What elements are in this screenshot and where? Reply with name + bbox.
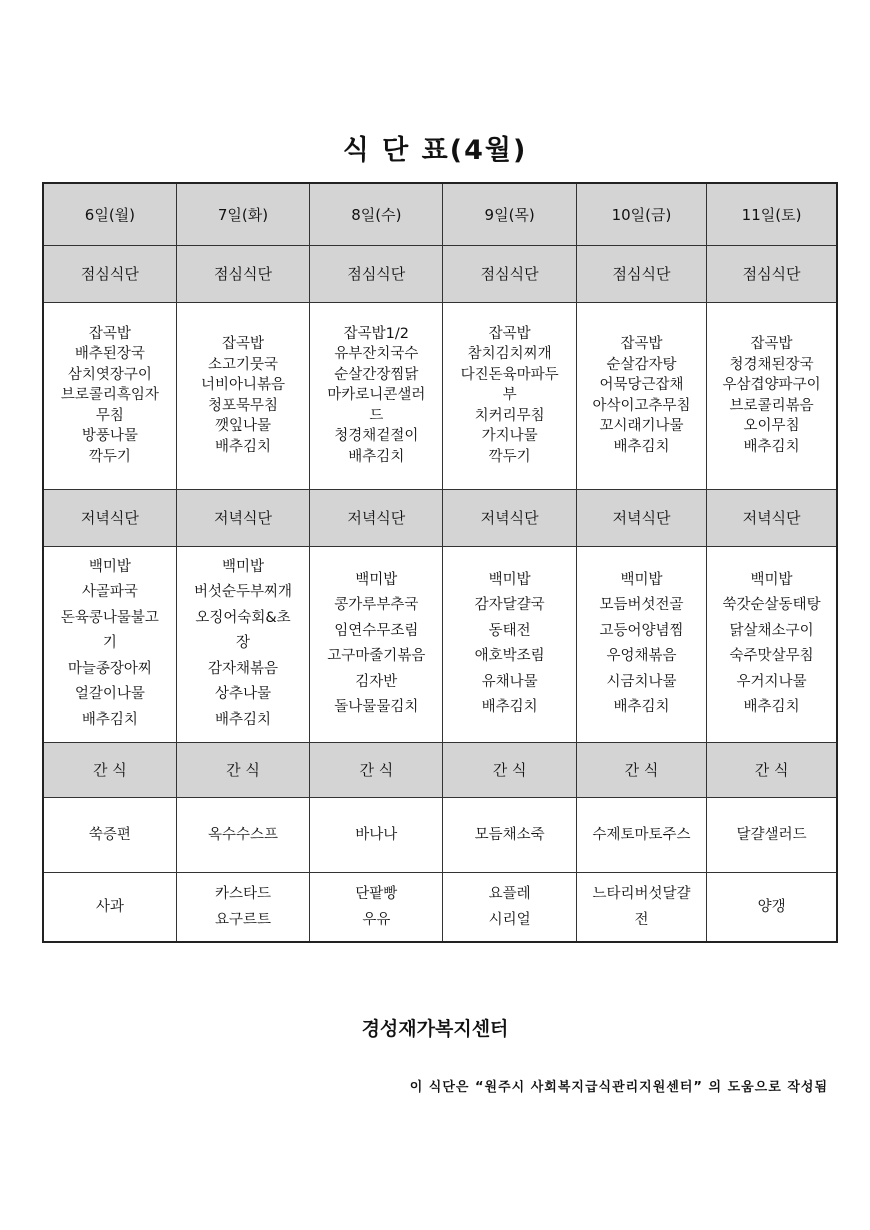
menu-item: 사골파국 <box>81 584 138 601</box>
snack-first-row <box>43 797 837 872</box>
date-row <box>43 183 837 245</box>
menu-item: 잡곡밥 <box>221 336 264 352</box>
menu-item: 브로콜리흑임자 <box>60 387 159 404</box>
menu-item: 배추김치 <box>214 438 271 455</box>
menu-item: 깍두기 <box>88 448 131 465</box>
menu-item: 감자달걀국 <box>474 597 545 613</box>
day-header: 9일(목) <box>443 183 576 245</box>
menu-item: 상추나물 <box>214 686 271 703</box>
lunch-menu-row <box>43 302 837 489</box>
menu-item: 배추김치 <box>743 438 800 455</box>
menu-item: 배추김치 <box>613 699 670 715</box>
menu-item: 모듬채소죽 <box>474 826 545 843</box>
lunch-label: 점심식단 <box>576 245 706 302</box>
snack-cell <box>576 797 706 872</box>
snack-label: 간 식 <box>707 742 837 797</box>
dinner-menu-cell <box>176 546 309 742</box>
menu-item: 백미밥 <box>620 571 663 588</box>
menu-item: 버섯순두부찌개 <box>193 584 293 601</box>
dinner-label: 저녁식단 <box>443 489 576 546</box>
day-header: 10일(금) <box>576 183 706 245</box>
snack-label: 간 식 <box>443 742 576 797</box>
menu-item: 달걀샐러드 <box>736 826 807 843</box>
lunch-label: 점심식단 <box>310 245 443 302</box>
credit-note: 이 식단은 “원주시 사회복지급식관리지원센터” 의 도움으로 작성됨 <box>409 1080 828 1095</box>
menu-item: 순살감자탕 <box>606 356 677 373</box>
snack-label: 간 식 <box>310 742 443 797</box>
menu-item: 부 <box>502 387 517 404</box>
lunch-menu-cell <box>707 302 837 489</box>
menu-item: 김자반 <box>355 673 398 690</box>
menu-item: 옥수수스프 <box>207 826 279 843</box>
menu-item: 얼갈이나물 <box>74 686 145 703</box>
menu-item: 애호박조림 <box>474 648 545 664</box>
snack-label: 간 식 <box>576 742 706 797</box>
snack-label: 간 식 <box>43 742 176 797</box>
snack-cell <box>443 872 576 942</box>
snack-label-row <box>43 742 837 797</box>
dinner-label: 저녁식단 <box>576 489 706 546</box>
dinner-label: 저녁식단 <box>43 489 176 546</box>
menu-item: 요플레 <box>488 885 531 902</box>
menu-item: 배추김치 <box>613 438 670 455</box>
menu-item: 꼬시래기나물 <box>599 418 684 434</box>
snack-cell <box>707 797 837 872</box>
page-title: 식 단 표(4월) <box>342 135 528 166</box>
snack-cell <box>43 797 176 872</box>
day-header: 7일(화) <box>176 183 309 245</box>
menu-item: 참치김치찌개 <box>467 346 552 363</box>
menu-item: 마늘종장아찌 <box>67 660 152 677</box>
menu-item: 장 <box>235 635 250 652</box>
menu-item: 백미밥 <box>488 571 531 588</box>
menu-item: 돈육콩나물불고 <box>60 609 159 626</box>
day-header: 6일(월) <box>43 183 176 245</box>
menu-item: 숙주맛살무침 <box>729 648 814 664</box>
menu-item: 쑥증편 <box>88 826 131 843</box>
menu-item: 돌나물물김치 <box>334 699 419 715</box>
menu-item: 감자채볶음 <box>207 660 279 677</box>
center-name: 경성재가복지센터 <box>361 1018 509 1040</box>
menu-item: 콩가루부추국 <box>334 597 419 613</box>
menu-item: 배추김치 <box>743 699 800 715</box>
menu-item: 아삭이고추무침 <box>592 397 691 414</box>
menu-item: 우거지나물 <box>736 673 807 690</box>
menu-item: 기 <box>102 635 117 652</box>
dinner-label: 저녁식단 <box>310 489 443 546</box>
dinner-label-row <box>43 489 837 546</box>
menu-item: 시금치나물 <box>606 673 677 690</box>
menu-item: 가지나물 <box>481 428 538 445</box>
menu-item: 잡곡밥 <box>88 325 131 342</box>
lunch-label: 점심식단 <box>443 245 576 302</box>
lunch-menu-cell <box>576 302 706 489</box>
dinner-menu-cell <box>576 546 706 742</box>
day-header: 8일(수) <box>310 183 443 245</box>
menu-item: 오징어숙회&초 <box>195 609 291 626</box>
menu-item: 무침 <box>95 407 124 424</box>
menu-item: 모듬버섯전골 <box>599 597 684 613</box>
menu-item: 치커리무침 <box>474 407 545 424</box>
menu-item: 카스타드 <box>214 885 271 902</box>
snack-cell <box>310 797 443 872</box>
menu-item: 바나나 <box>355 826 398 843</box>
menu-item: 배추김치 <box>481 699 538 715</box>
menu-item: 전 <box>634 911 649 928</box>
lunch-label: 점심식단 <box>176 245 309 302</box>
menu-item: 청경채겉절이 <box>334 428 419 445</box>
menu-item: 청경채된장국 <box>729 356 814 373</box>
menu-item: 어묵당근잡채 <box>599 377 684 393</box>
menu-item: 오이무침 <box>743 418 800 434</box>
dinner-menu-cell <box>707 546 837 742</box>
menu-item: 브로콜리볶음 <box>729 397 814 414</box>
menu-item: 유채나물 <box>481 673 538 690</box>
menu-item: 청포묵무침 <box>207 397 279 414</box>
snack-cell <box>443 797 576 872</box>
menu-table <box>42 182 838 943</box>
menu-item: 동태전 <box>488 622 531 639</box>
menu-item: 잡곡밥 <box>620 336 663 352</box>
menu-item: 요구르트 <box>214 911 271 928</box>
menu-item: 삼치엿장구이 <box>67 366 152 383</box>
dinner-menu-cell <box>310 546 443 742</box>
menu-item: 깍두기 <box>488 448 531 465</box>
menu-item: 고구마줄기볶음 <box>327 648 426 664</box>
menu-item: 깻잎나물 <box>214 418 271 434</box>
snack-label: 간 식 <box>176 742 309 797</box>
menu-item: 다진돈육마파두 <box>460 366 559 383</box>
dinner-menu-cell <box>443 546 576 742</box>
dinner-label: 저녁식단 <box>707 489 837 546</box>
snack-cell <box>707 872 837 942</box>
lunch-label: 점심식단 <box>43 245 176 302</box>
lunch-menu-cell <box>443 302 576 489</box>
menu-item: 우엉채볶음 <box>606 648 677 664</box>
menu-item: 잡곡밥 <box>488 325 531 342</box>
snack-cell <box>43 872 176 942</box>
snack-cell <box>310 872 443 942</box>
dinner-menu-row <box>43 546 837 742</box>
menu-item: 백미밥 <box>355 571 398 588</box>
menu-item: 임연수무조림 <box>334 622 419 639</box>
snack-cell <box>176 797 309 872</box>
menu-item: 고등어양념찜 <box>599 622 684 639</box>
day-header: 11일(토) <box>707 183 837 245</box>
menu-item: 잡곡밥 <box>750 336 793 352</box>
menu-item: 소고기뭇국 <box>207 356 279 373</box>
menu-item: 마카로니콘샐러 <box>327 387 426 404</box>
lunch-label: 점심식단 <box>707 245 837 302</box>
menu-item: 유부잔치국수 <box>334 346 419 363</box>
menu-item: 순살간장찜닭 <box>334 366 419 383</box>
menu-item: 잡곡밥1/2 <box>343 325 409 342</box>
menu-item: 배추김치 <box>81 711 138 728</box>
lunch-menu-cell <box>176 302 309 489</box>
snack-cell <box>576 872 706 942</box>
dinner-menu-cell <box>43 546 176 742</box>
menu-item: 방풍나물 <box>81 428 138 445</box>
menu-item: 백미밥 <box>88 558 131 575</box>
lunch-menu-cell <box>43 302 176 489</box>
menu-item: 드 <box>369 407 384 424</box>
menu-item: 느타리버섯달걀 <box>592 885 691 902</box>
menu-item: 백미밥 <box>750 571 793 588</box>
menu-item: 너비아니볶음 <box>200 377 286 393</box>
menu-item: 배추김치 <box>348 448 405 465</box>
menu-item: 시리얼 <box>488 911 531 928</box>
menu-item: 백미밥 <box>221 558 264 575</box>
menu-item: 배추김치 <box>214 711 271 728</box>
snack-second-row <box>43 872 837 942</box>
menu-item: 배추된장국 <box>74 346 145 363</box>
dinner-label: 저녁식단 <box>176 489 309 546</box>
lunch-menu-cell <box>310 302 443 489</box>
menu-item: 양갱 <box>757 898 786 915</box>
menu-item: 단팥빵 <box>355 885 398 902</box>
snack-cell <box>176 872 309 942</box>
menu-item: 우삼겹양파구이 <box>722 377 821 393</box>
menu-item: 사과 <box>95 898 124 915</box>
lunch-label-row <box>43 245 837 302</box>
menu-item: 수제토마토주스 <box>592 826 691 843</box>
menu-item: 닭살채소구이 <box>729 622 814 639</box>
menu-item: 쑥갓순살동태탕 <box>722 597 821 613</box>
menu-item: 우유 <box>362 911 391 928</box>
